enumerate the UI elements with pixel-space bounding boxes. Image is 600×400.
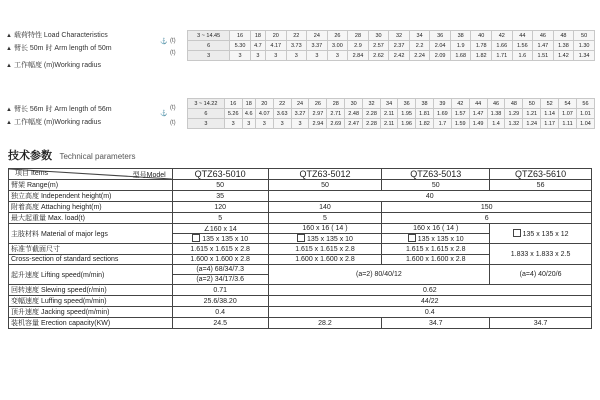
load-cell: 1.49 bbox=[469, 119, 487, 129]
load-cell: 18 bbox=[250, 31, 265, 41]
erection-capacity-value: 34.7 bbox=[490, 318, 592, 329]
table-row bbox=[9, 265, 592, 275]
load-cell: 3 bbox=[266, 51, 287, 61]
load-cell: 50 bbox=[523, 99, 541, 109]
table-header-row bbox=[9, 169, 592, 180]
load-cell: 42 bbox=[451, 99, 469, 109]
load-cell: 22 bbox=[273, 99, 291, 109]
load-cell: 4.07 bbox=[255, 109, 273, 119]
load-cell: 2.42 bbox=[389, 51, 410, 61]
table-row bbox=[9, 191, 592, 202]
hook-icon: ⚓ bbox=[160, 111, 168, 117]
load-cell: 4.17 bbox=[266, 41, 287, 51]
load-cell: 1.42 bbox=[553, 51, 574, 61]
load-cell: 36 bbox=[430, 31, 451, 41]
table-row bbox=[9, 213, 592, 224]
load-cell: 1.32 bbox=[505, 119, 523, 129]
load-cell: 5.30 bbox=[230, 41, 251, 51]
load-cell: 4.6 bbox=[242, 109, 255, 119]
load-cell: 24 bbox=[291, 99, 309, 109]
load-characteristics-label: ▲ 载荷特性 Load Characteristics bbox=[6, 32, 108, 39]
load-cell: 34 bbox=[380, 99, 397, 109]
material-value: 135 x 135 x 12 bbox=[490, 224, 592, 244]
working-radius-label: ▲ 工作幅度 (m)Working radius bbox=[6, 119, 101, 126]
load-cell: 1.21 bbox=[523, 109, 541, 119]
load-cell: 2.84 bbox=[348, 51, 369, 61]
load-cell: 20 bbox=[266, 31, 287, 41]
load-cell: 3 bbox=[255, 119, 273, 129]
working-radius-label: ▲ 工作幅度 (m)Working radius bbox=[6, 62, 101, 69]
load-cell: 32 bbox=[363, 99, 381, 109]
unit-mark: (t) bbox=[170, 120, 176, 126]
table-row bbox=[9, 224, 592, 234]
jacking-speed-label: 顶升速度 Jacking speed(m/min) bbox=[9, 307, 173, 318]
load-cell: 2.28 bbox=[363, 119, 381, 129]
max-load-value: 5 bbox=[172, 213, 268, 224]
load-cell: 3 bbox=[242, 119, 255, 129]
load-cell: 26 bbox=[327, 31, 348, 41]
load-cell: 3.63 bbox=[273, 109, 291, 119]
material-value: ∠160 x 14 bbox=[172, 224, 268, 234]
erection-capacity-value: 28.2 bbox=[268, 318, 382, 329]
load-cell: 28 bbox=[327, 99, 345, 109]
load-cell: 1.47 bbox=[533, 41, 554, 51]
load-cell: 40 bbox=[471, 31, 492, 41]
max-load-value: 5 bbox=[268, 213, 382, 224]
lifting-speed-value: (a=2) 80/40/12 bbox=[268, 265, 490, 285]
load-cell: 1.34 bbox=[574, 51, 595, 61]
table-row bbox=[9, 285, 592, 296]
cross-section-label-en: Cross-section of standard sections bbox=[9, 255, 173, 265]
erection-capacity-value: 34.7 bbox=[382, 318, 490, 329]
table-row bbox=[9, 244, 592, 255]
load-cell: 2.37 bbox=[389, 41, 410, 51]
load-cell: 3 bbox=[327, 51, 348, 61]
load-cell: 38 bbox=[450, 31, 471, 41]
material-value: 135 x 135 x 10 bbox=[268, 234, 382, 244]
load-cell: 1.30 bbox=[574, 41, 595, 51]
model-5012: QTZ63-5012 bbox=[268, 169, 382, 180]
table-row bbox=[9, 307, 592, 318]
load-cell: 1.29 bbox=[505, 109, 523, 119]
load-cell: 3 bbox=[291, 119, 309, 129]
load-cell: 6 bbox=[188, 109, 225, 119]
load-cell: 2.94 bbox=[309, 119, 327, 129]
load-cell: 56 bbox=[576, 99, 594, 109]
load-cell: 2.24 bbox=[409, 51, 430, 61]
load-cell: 20 bbox=[255, 99, 273, 109]
jacking-speed-value: 0.4 bbox=[268, 307, 591, 318]
load-cell: 1.38 bbox=[487, 109, 505, 119]
attaching-height-value: 120 bbox=[172, 202, 268, 213]
load-cell: 26 bbox=[309, 99, 327, 109]
load-cell: 2.69 bbox=[327, 119, 345, 129]
lifting-speed-label: 起升速度 Lifting speed(m/min) bbox=[9, 265, 173, 285]
load-cell: 54 bbox=[559, 99, 577, 109]
load-cell: 3 ~ 14.45 bbox=[188, 31, 230, 41]
load-cell: 1.95 bbox=[398, 109, 416, 119]
load-cell: 1.81 bbox=[416, 109, 434, 119]
table-row bbox=[188, 31, 595, 41]
load-cell: 30 bbox=[368, 31, 389, 41]
load-cell: 2.11 bbox=[380, 119, 397, 129]
square-section-icon bbox=[192, 234, 200, 242]
load-cell: 1.11 bbox=[559, 119, 577, 129]
load-cell: 2.47 bbox=[345, 119, 363, 129]
material-value: 160 x 16 ( 14 ) bbox=[382, 224, 490, 234]
table-row bbox=[188, 119, 595, 129]
tech-params-title bbox=[8, 146, 136, 164]
title-en: Technical parameters bbox=[59, 152, 136, 161]
table-row bbox=[188, 41, 595, 51]
lifting-speed-value: (a=4) 40/20/6 bbox=[490, 265, 592, 285]
model-5010: QTZ63-5010 bbox=[172, 169, 268, 180]
load-cell: 32 bbox=[389, 31, 410, 41]
load-cell: 3 bbox=[188, 119, 225, 129]
cross-section-value: 1.600 x 1.600 x 2.8 bbox=[172, 255, 268, 265]
table-row bbox=[188, 51, 595, 61]
load-cell: 1.66 bbox=[492, 41, 513, 51]
load-cell: 3 bbox=[224, 119, 242, 129]
load-cell: 2.9 bbox=[348, 41, 369, 51]
load-cell: 3 bbox=[273, 119, 291, 129]
load-cell: 4.7 bbox=[250, 41, 265, 51]
load-table-56m bbox=[187, 98, 595, 129]
unit-mark: (t) bbox=[170, 50, 176, 56]
cross-section-value: 1.615 x 1.615 x 2.8 bbox=[268, 244, 382, 255]
slewing-speed-value: 0.62 bbox=[268, 285, 591, 296]
load-cell: 3.37 bbox=[307, 41, 328, 51]
load-cell: 1.69 bbox=[433, 109, 451, 119]
load-cell: 2.04 bbox=[430, 41, 451, 51]
load-cell: 1.78 bbox=[471, 41, 492, 51]
material-value: 135 x 135 x 10 bbox=[382, 234, 490, 244]
load-cell: 3 bbox=[286, 51, 307, 61]
cross-section-value: 1.615 x 1.615 x 2.8 bbox=[382, 244, 490, 255]
table-row bbox=[9, 202, 592, 213]
load-cell: 1.96 bbox=[398, 119, 416, 129]
load-cell: 2.57 bbox=[368, 41, 389, 51]
cross-section-value: 1.600 x 1.600 x 2.8 bbox=[382, 255, 490, 265]
load-cell: 3 ~ 14.22 bbox=[188, 99, 225, 109]
arm-length-50-label: ▲ 臂长 50m 时 Arm length of 50m bbox=[6, 45, 112, 52]
table-row bbox=[188, 99, 595, 109]
load-cell: 2.2 bbox=[409, 41, 430, 51]
load-cell: 1.59 bbox=[451, 119, 469, 129]
square-section-icon bbox=[297, 234, 305, 242]
load-cell: 46 bbox=[533, 31, 554, 41]
load-cell: 38 bbox=[416, 99, 434, 109]
attaching-height-value: 140 bbox=[268, 202, 382, 213]
table-row bbox=[9, 318, 592, 329]
load-cell: 1.04 bbox=[576, 119, 594, 129]
unit-mark: (t) bbox=[170, 38, 176, 44]
load-cell: 1.51 bbox=[533, 51, 554, 61]
load-cell: 30 bbox=[345, 99, 363, 109]
load-cell: 1.68 bbox=[450, 51, 471, 61]
load-cell: 16 bbox=[224, 99, 242, 109]
erection-capacity-value: 24.5 bbox=[172, 318, 268, 329]
load-cell: 2.71 bbox=[327, 109, 345, 119]
load-cell: 2.28 bbox=[363, 109, 381, 119]
range-value: 56 bbox=[490, 180, 592, 191]
max-load-label: 最大起重量 Max. load(t) bbox=[9, 213, 173, 224]
load-cell: 1.82 bbox=[471, 51, 492, 61]
lifting-speed-value: (a=2) 34/17/3.6 bbox=[172, 275, 268, 285]
material-value: 160 x 16 ( 14 ) bbox=[268, 224, 382, 234]
load-cell: 3 bbox=[250, 51, 265, 61]
square-section-icon bbox=[513, 229, 521, 237]
load-cell: 1.56 bbox=[512, 41, 533, 51]
cross-section-value: 1.600 x 1.600 x 2.8 bbox=[268, 255, 382, 265]
load-cell: 1.57 bbox=[451, 109, 469, 119]
load-cell: 1.9 bbox=[450, 41, 471, 51]
load-cell: 24 bbox=[307, 31, 328, 41]
attaching-height-value: 150 bbox=[382, 202, 592, 213]
cross-section-value: 1.833 x 1.833 x 2.5 bbox=[490, 244, 592, 265]
load-cell: 1.4 bbox=[487, 119, 505, 129]
luffing-speed-value: 25.6/38.20 bbox=[172, 296, 268, 307]
load-cell: 44 bbox=[512, 31, 533, 41]
load-cell: 48 bbox=[553, 31, 574, 41]
load-cell: 46 bbox=[487, 99, 505, 109]
load-cell: 1.07 bbox=[559, 109, 577, 119]
range-value: 50 bbox=[382, 180, 490, 191]
load-cell: 44 bbox=[469, 99, 487, 109]
load-cell: 39 bbox=[433, 99, 451, 109]
attaching-height-label: 附着高度 Attaching height(m) bbox=[9, 202, 173, 213]
load-cell: 5.26 bbox=[224, 109, 242, 119]
independent-height-label: 独立高度 Independent height(m) bbox=[9, 191, 173, 202]
load-cell: 1.6 bbox=[512, 51, 533, 61]
cross-section-value: 1.615 x 1.615 x 2.8 bbox=[172, 244, 268, 255]
load-cell: 50 bbox=[574, 31, 595, 41]
load-cell: 18 bbox=[242, 99, 255, 109]
load-cell: 6 bbox=[188, 41, 230, 51]
load-cell: 1.38 bbox=[553, 41, 574, 51]
arm-length-56-label: ▲ 臂长 56m 时 Arm length of 56m bbox=[6, 106, 112, 113]
slewing-speed-value: 0.71 bbox=[172, 285, 268, 296]
load-cell: 1.82 bbox=[416, 119, 434, 129]
table-row bbox=[9, 296, 592, 307]
luffing-speed-value: 44/22 bbox=[268, 296, 591, 307]
load-cell: 3 bbox=[307, 51, 328, 61]
load-cell: 1.47 bbox=[469, 109, 487, 119]
independent-height-value: 35 bbox=[172, 191, 268, 202]
title-zh: 技术参数 bbox=[8, 150, 52, 162]
load-cell: 1.17 bbox=[541, 119, 559, 129]
load-cell: 36 bbox=[398, 99, 416, 109]
model-5610: QTZ63-5610 bbox=[490, 169, 592, 180]
tech-params-table bbox=[8, 168, 592, 329]
table-row bbox=[188, 109, 595, 119]
load-cell: 1.14 bbox=[541, 109, 559, 119]
load-cell: 2.97 bbox=[309, 109, 327, 119]
load-cell: 1.71 bbox=[492, 51, 513, 61]
load-cell: 3 bbox=[188, 51, 230, 61]
load-cell: 3 bbox=[230, 51, 251, 61]
load-cell: 3.73 bbox=[286, 41, 307, 51]
load-cell: 52 bbox=[541, 99, 559, 109]
square-section-icon bbox=[408, 234, 416, 242]
slewing-speed-label: 回转速度 Slewing speed(r/min) bbox=[9, 285, 173, 296]
load-cell: 22 bbox=[286, 31, 307, 41]
range-label: 臂架 Range(m) bbox=[9, 180, 173, 191]
header-diagonal-cell bbox=[9, 169, 173, 180]
lifting-speed-value: (a=4) 68/34/7.3 bbox=[172, 265, 268, 275]
load-cell: 1.24 bbox=[523, 119, 541, 129]
load-cell: 48 bbox=[505, 99, 523, 109]
load-cell: 3.00 bbox=[327, 41, 348, 51]
load-cell: 42 bbox=[492, 31, 513, 41]
range-value: 50 bbox=[172, 180, 268, 191]
load-cell: 2.09 bbox=[430, 51, 451, 61]
load-cell: 2.62 bbox=[368, 51, 389, 61]
jacking-speed-value: 0.4 bbox=[172, 307, 268, 318]
load-table-50m bbox=[187, 30, 595, 61]
table-row bbox=[9, 180, 592, 191]
erection-capacity-label: 装机容量 Erection capacity(KW) bbox=[9, 318, 173, 329]
load-cell: 16 bbox=[230, 31, 251, 41]
luffing-speed-label: 变幅速度 Luffing speed(m/min) bbox=[9, 296, 173, 307]
load-cell: 2.48 bbox=[345, 109, 363, 119]
load-cell: 34 bbox=[409, 31, 430, 41]
cross-section-label: 标准节截面尺寸 bbox=[9, 244, 173, 255]
material-value: 135 x 135 x 10 bbox=[172, 234, 268, 244]
unit-mark: (t) bbox=[170, 105, 176, 111]
load-cell: 28 bbox=[348, 31, 369, 41]
range-value: 50 bbox=[268, 180, 382, 191]
max-load-value: 6 bbox=[382, 213, 592, 224]
model-5013: QTZ63-5013 bbox=[382, 169, 490, 180]
material-label: 主肢材料 Material of major legs bbox=[9, 224, 173, 244]
load-cell: 2.11 bbox=[380, 109, 397, 119]
hook-icon: ⚓ bbox=[160, 39, 168, 45]
independent-height-value: 40 bbox=[268, 191, 591, 202]
load-cell: 3.27 bbox=[291, 109, 309, 119]
load-cell: 1.7 bbox=[433, 119, 451, 129]
load-cell: 1.01 bbox=[576, 109, 594, 119]
header-items: 项目 Items bbox=[15, 170, 49, 177]
header-model: 型号Model bbox=[132, 172, 166, 179]
